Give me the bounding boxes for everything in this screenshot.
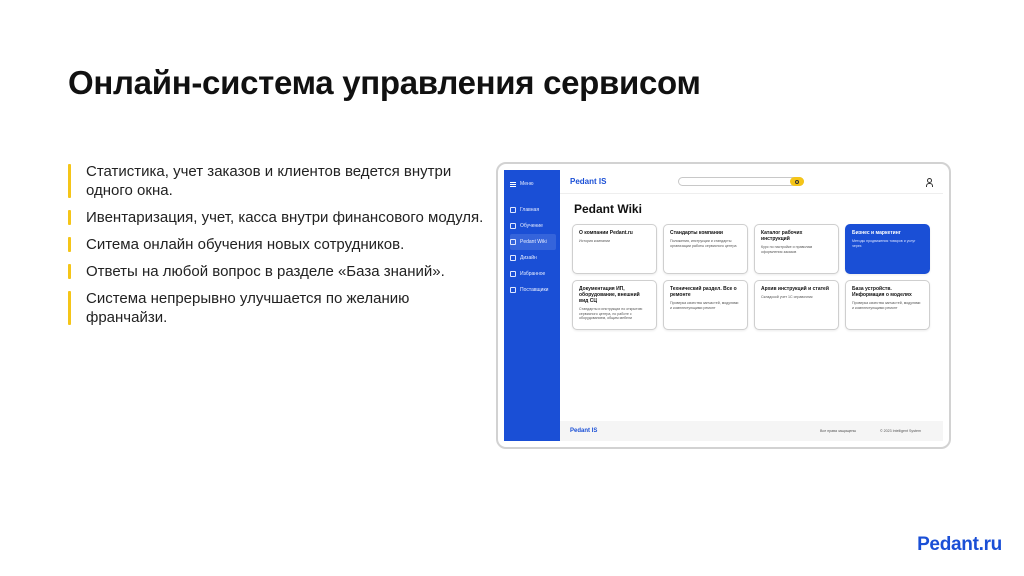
wiki-card-business[interactable]	[845, 224, 930, 274]
bookmark-icon	[510, 271, 516, 277]
card-title: Технический раздел. Все о ремонте	[670, 286, 737, 298]
search-icon	[795, 180, 799, 184]
page-title: Pedant Wiki	[574, 202, 642, 216]
search-input[interactable]	[678, 177, 804, 186]
card-title: Бизнес и маркетинг	[852, 230, 901, 236]
card-description: Проверка качества запчастей, модулями и комплектующими ремонт	[670, 301, 739, 310]
pedant-logo: Pedant.ru	[917, 534, 1002, 555]
sidebar	[504, 170, 560, 441]
card-description: Курс по настройке и правилам оформления заказов	[761, 245, 813, 254]
menu-icon	[510, 182, 516, 187]
app-window	[504, 170, 943, 441]
bullet-item: Ивентаризация, учет, касса внутри финансового модуля.	[68, 208, 488, 227]
card-description: Методы продвижения товаров и услуг через	[852, 239, 916, 248]
app-footer	[560, 421, 943, 441]
sidebar-item-label: Меню	[520, 181, 534, 187]
sidebar-item-label: Избранное	[520, 271, 546, 277]
sidebar-item-pedant-wiki[interactable]	[510, 234, 556, 250]
card-title: Стандарты компании	[670, 230, 724, 236]
card-description: Складской учет 1С справочник	[761, 295, 813, 299]
wiki-card-documentation[interactable]	[572, 280, 657, 330]
sidebar-item-favorites[interactable]	[510, 266, 560, 282]
card-title: О компании Pedant.ru	[579, 230, 633, 236]
card-title: База устройств. Информация о моделях	[852, 286, 912, 298]
sidebar-item-label: Обучение	[520, 223, 543, 229]
bullet-list	[68, 162, 488, 335]
app-brand[interactable]: Pedant IS	[570, 177, 607, 186]
wiki-card-archive[interactable]	[754, 280, 839, 330]
footer-rights: Все права защищены	[820, 429, 857, 433]
wiki-card-about[interactable]	[572, 224, 657, 274]
footer-brand: Pedant IS	[570, 428, 598, 434]
slide-title: Онлайн-система управления сервисом	[68, 64, 701, 101]
sidebar-item-training[interactable]	[510, 218, 560, 234]
wiki-card-standards[interactable]	[663, 224, 748, 274]
app-screenshot-frame	[496, 162, 951, 449]
truck-icon	[510, 287, 516, 293]
card-description: Проверка качества запчастей, модулями и комплектующими ремонт	[852, 301, 921, 310]
sidebar-item-design[interactable]	[510, 250, 560, 266]
sidebar-item-label: Главная	[520, 207, 540, 213]
folder-icon	[510, 239, 516, 245]
sidebar-item-menu[interactable]	[510, 176, 560, 192]
main-content	[560, 170, 943, 441]
graduation-icon	[510, 223, 516, 229]
wiki-card-devices[interactable]	[845, 280, 930, 330]
sidebar-item-label: Дизайн	[520, 255, 537, 261]
bullet-item: Ситема онлайн обучения новых сотрудников.	[68, 235, 488, 254]
bullet-item: Ответы на любой вопрос в разделе «База знаний».	[68, 262, 488, 281]
user-icon[interactable]	[925, 178, 933, 186]
sidebar-item-suppliers[interactable]	[510, 282, 560, 298]
top-bar	[560, 170, 943, 194]
card-description: Положения, инструкции и стандарты организации работы сервисного центра	[670, 239, 737, 248]
card-title: Каталог рабочих инструкций	[761, 230, 803, 242]
sidebar-item-home[interactable]	[510, 202, 560, 218]
footer-copyright: © 2023 Intelligent System	[880, 429, 922, 433]
wiki-card-technical[interactable]	[663, 280, 748, 330]
sidebar-item-label: Pedant Wiki	[520, 239, 547, 245]
card-title: Документация ИП, оборудование, внешний вид СЦ	[579, 286, 640, 304]
card-title: Архив инструкций и статей	[761, 286, 829, 292]
sidebar-item-label: Поставщики	[520, 287, 549, 293]
wiki-cards-grid	[572, 224, 935, 330]
bullet-item: Статистика, учет заказов и клиентов ведется внутри одного окна.	[68, 162, 488, 200]
wiki-card-instructions[interactable]	[754, 224, 839, 274]
search-button[interactable]	[790, 177, 804, 186]
design-icon	[510, 255, 516, 261]
card-description: Стандарты и инструкции по открытию сервисного центра, по работе с оборудованием, общим мебели	[579, 307, 643, 320]
bullet-item: Система непрерывно улучшается по желанию франчайзи.	[68, 289, 488, 327]
card-description: История компании	[579, 239, 610, 243]
home-icon	[510, 207, 516, 213]
